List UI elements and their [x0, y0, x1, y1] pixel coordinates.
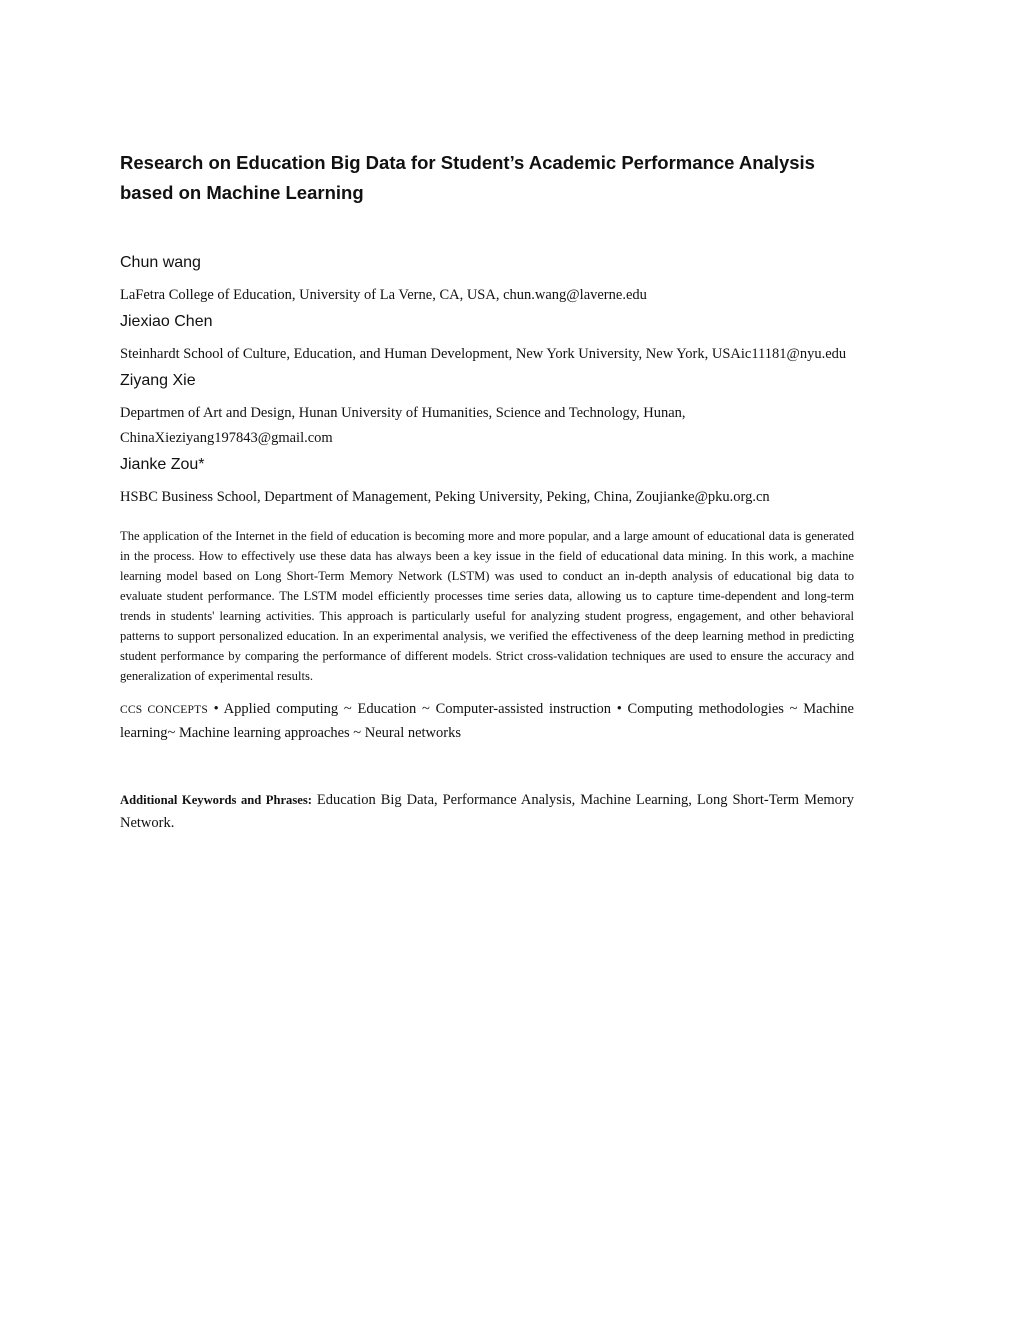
paper-title: Research on Education Big Data for Student’s Academic Performance Analysis based on Machine Learning	[120, 152, 815, 203]
keywords-text: Education Big Data, Performance Analysis, Machine Learning, Long Short-Term Memory Network.	[120, 792, 854, 831]
ccs-text: • Applied computing ~ Education ~ Computer-assisted instruction • Computing methodologies ~ Machine learning~ Machine learning approaches ~ Neural networks	[120, 701, 854, 741]
author-name: Jianke Zou*	[120, 456, 205, 473]
paper-page	[120, 148, 854, 835]
author-affiliation: Departmen of Art and Design, Hunan University of Humanities, Science and Technology, Hunan, ChinaXieziyang197843@gmail.com	[120, 405, 686, 446]
author-block	[120, 454, 854, 510]
abstract: The application of the Internet in the field of education is becoming more and more popular, and a large amount of educational data is generated in the process. How to effectively use these data has always been a key issue in the field of educational data mining. In this work, a machine learning model based on Long Short-Term Memory Network (LSTM) was used to conduct an in-depth analysis of educational big data to evaluate student performance. The LSTM model efficiently processes time series data, allowing us to capture time-dependent and long-term trends in students' learning activities. This approach is particularly useful for analyzing student progress, engagement, and other behavioral patterns to support personalized education. In an experimental analysis, we verified the effectiveness of the deep learning method in predicting student performance by comparing the performance of different models. Strict cross-validation techniques are used to ensure the accuracy and generalization of experimental results.	[120, 529, 854, 683]
author-block	[120, 252, 854, 308]
author-block	[120, 370, 854, 451]
author-block	[120, 311, 854, 367]
author-affiliation: HSBC Business School, Department of Management, Peking University, Peking, China, Zoujianke@pku.org.cn	[120, 489, 770, 505]
ccs-concepts	[120, 698, 854, 745]
keywords-label: Additional Keywords and Phrases:	[120, 793, 312, 807]
author-affiliation: Steinhardt School of Culture, Education, and Human Development, New York University, New York, USAic11181@nyu.edu	[120, 346, 847, 362]
author-list	[120, 252, 854, 510]
author-name: Chun wang	[120, 254, 201, 271]
author-affiliation: LaFetra College of Education, University of La Verne, CA, USA, chun.wang@laverne.edu	[120, 287, 647, 303]
keywords	[120, 789, 854, 835]
ccs-label: CCS CONCEPTS	[120, 704, 208, 716]
author-name: Jiexiao Chen	[120, 313, 213, 330]
author-name: Ziyang Xie	[120, 372, 196, 389]
